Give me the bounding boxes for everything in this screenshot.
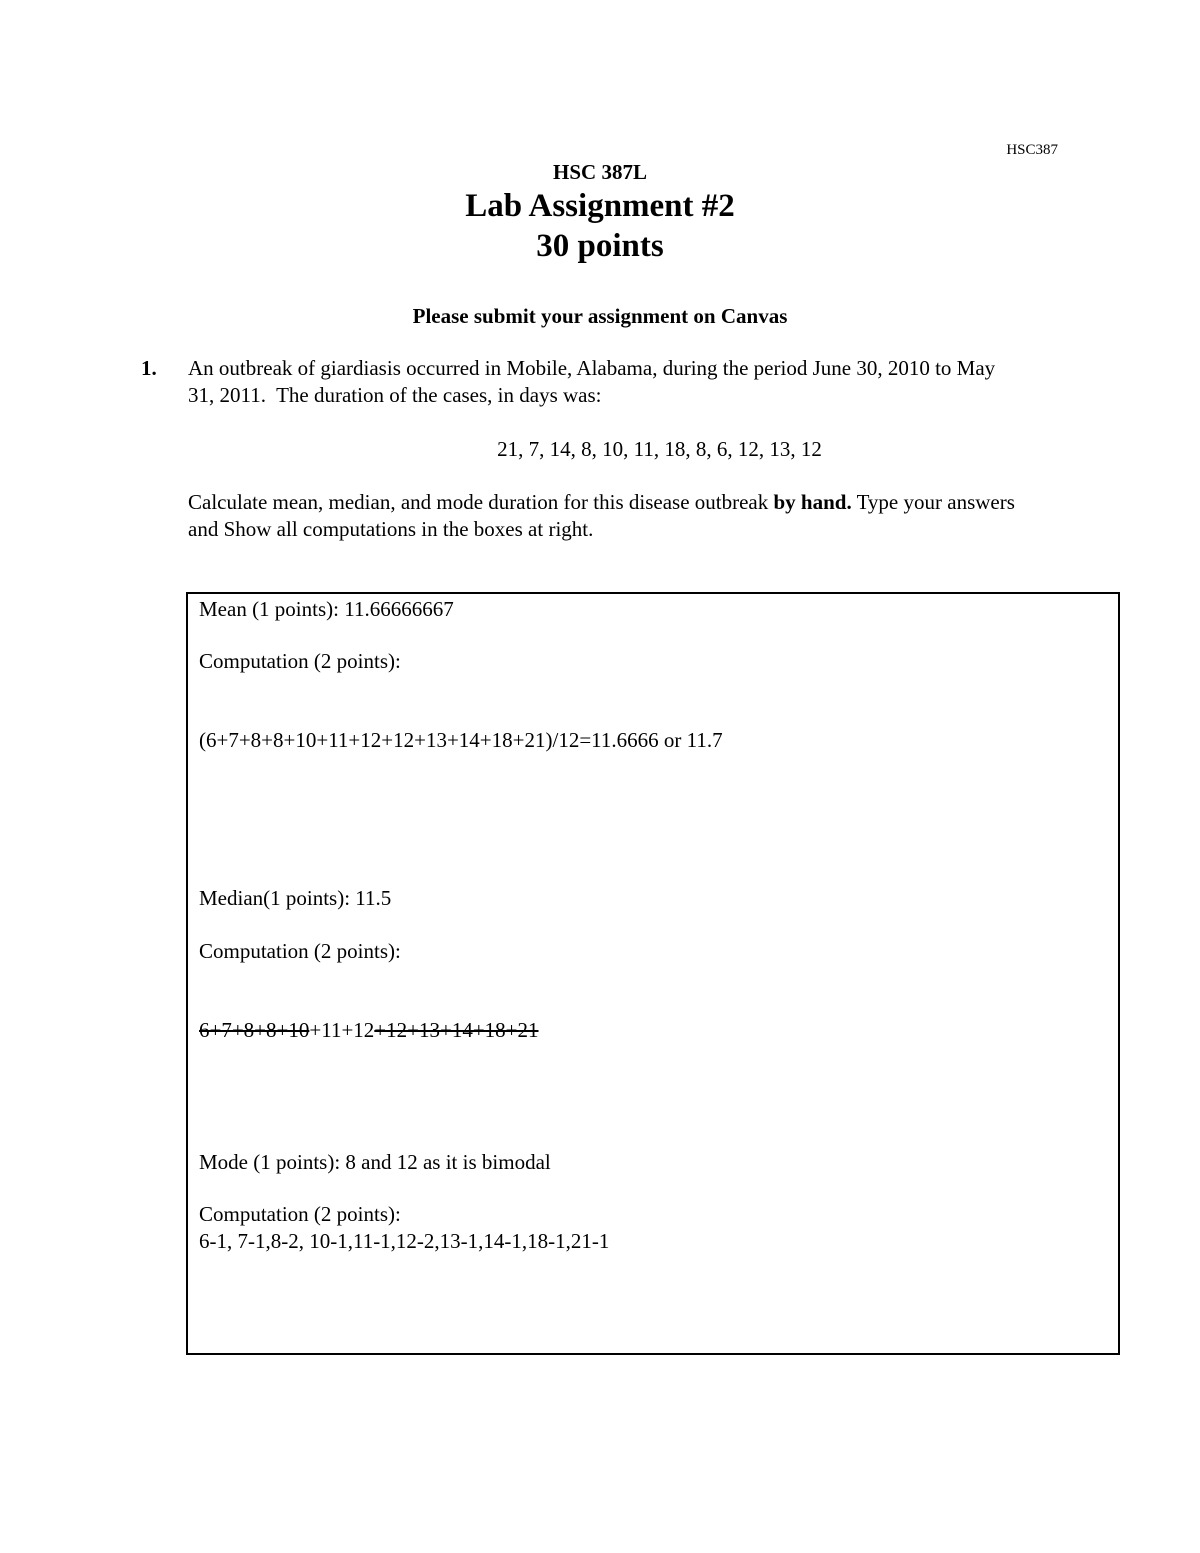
answer-box[interactable] (186, 592, 1120, 1355)
duration-data: 21, 7, 14, 8, 10, 11, 18, 8, 6, 12, 13, 12 (497, 437, 822, 461)
median-struck-values-low: 6+7+8+8+10 (199, 1018, 310, 1042)
mean-answer: Mean (1 points): 11.66666667 (199, 597, 454, 621)
assignment-title: Lab Assignment #2 (465, 188, 735, 224)
question-1 (141, 355, 1131, 543)
instruction-line-2: and Show all computations in the boxes at right. (188, 517, 594, 541)
question-number: 1. (141, 356, 157, 380)
median-answer: Median(1 points): 11.5 (199, 886, 392, 910)
mean-computation: (6+7+8+8+10+11+12+12+13+14+18+21)/12=11.6666 or 11.7 (199, 728, 723, 752)
question-text-line-2: 31, 2011. The duration of the cases, in days was: (188, 383, 602, 407)
assignment-title-block (0, 186, 1200, 266)
instruction (188, 489, 1131, 543)
assignment-points: 30 points (536, 228, 664, 264)
header-course-code: HSC387 (1006, 142, 1058, 158)
median-middle-values: +11+12 (309, 1018, 375, 1042)
median-computation-label: Computation (2 points): (199, 939, 401, 963)
instruction-text-end: Type your answers (851, 490, 1015, 514)
median-computation (199, 1017, 539, 1044)
instruction-bold: by hand. (773, 490, 852, 514)
instruction-line-1 (188, 489, 1131, 516)
mode-answer: Mode (1 points): 8 and 12 as it is bimodal (199, 1150, 551, 1174)
mean-computation-label: Computation (2 points): (199, 649, 401, 673)
mode-computation: 6-1, 7-1,8-2, 10-1,11-1,12-2,13-1,14-1,18-1,21-1 (199, 1229, 610, 1253)
question-text-line-1: An outbreak of giardiasis occurred in Mobile, Alabama, during the period June 30, 2010 to May (188, 356, 996, 380)
submit-note: Please submit your assignment on Canvas (412, 304, 788, 328)
instruction-text-start: Calculate mean, median, and mode duration for this disease outbreak (188, 490, 774, 514)
question-text (188, 355, 1131, 409)
course-name: HSC 387L (553, 160, 647, 184)
median-struck-values-high: +12+13+14+18+21 (374, 1018, 539, 1042)
mode-computation-label: Computation (2 points): (199, 1202, 401, 1226)
